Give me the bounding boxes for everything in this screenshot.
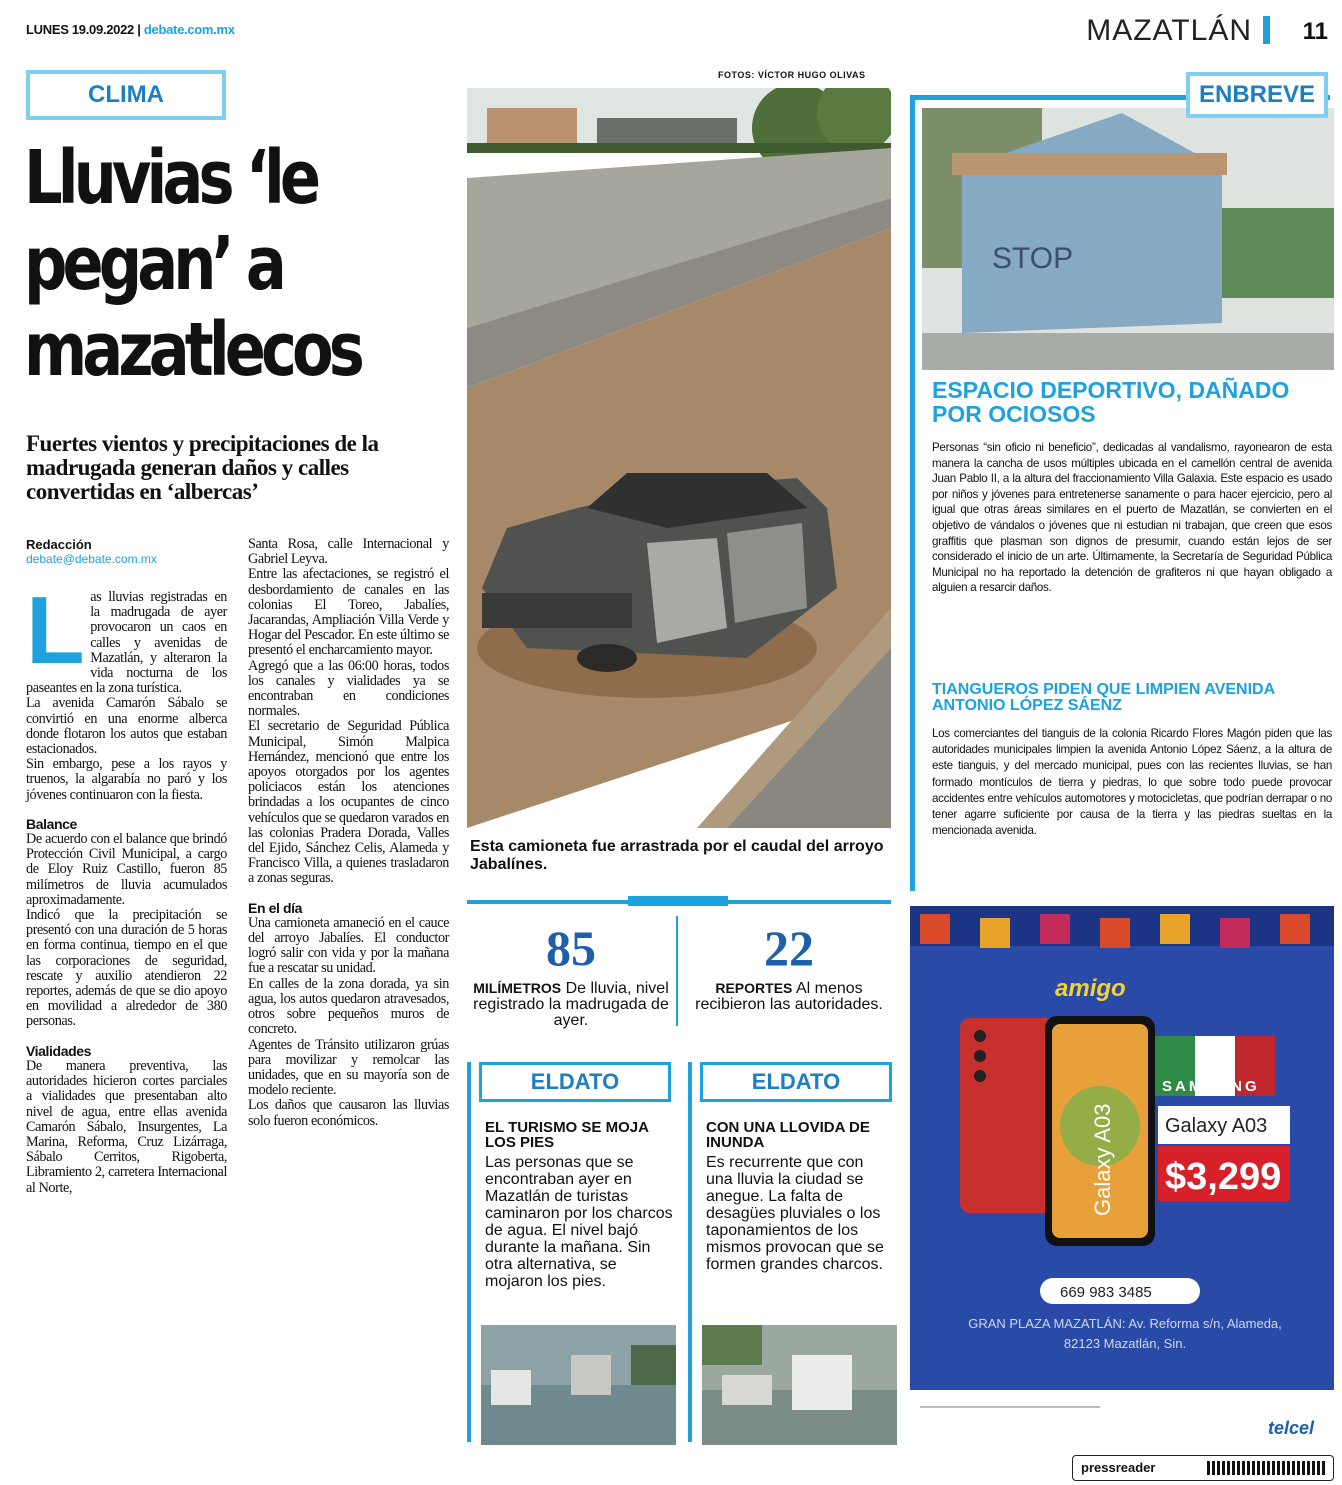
subheading-en-el-dia: En el día	[248, 899, 302, 916]
stat-label: REPORTES	[715, 980, 793, 996]
phone-screen-model: Galaxy A03	[1090, 1103, 1115, 1216]
section-bar	[1263, 16, 1270, 44]
amigo-logo: amigo	[1055, 975, 1126, 1002]
paragraph: Santa Rosa, calle Internacional y Gabriel Leyva.	[248, 536, 449, 568]
breve-body-2: Los comerciantes del tianguis de la colonia Ricardo Flores Magón piden que las autoridades municipales limpien la avenida Antonio López Sáenz, a la altura de este tianguis, y del mercado municipal, pues con las recientes lluvias, se han formado montículos de tierra y piedras, lo que sobre todo puede provocar accidentes entre vehículos automotores y motocicletas, que podrían derrapar o no tener agarre suficiente por causa de la tierra y las piedras sueltas en la mencionada avenida.	[932, 727, 1332, 838]
author-email[interactable]: debate@debate.com.mx	[26, 552, 157, 566]
pressreader-badge[interactable]	[1072, 1455, 1334, 1481]
kicker-label: CLIMA	[26, 70, 226, 120]
advertisement-samsung[interactable]	[910, 906, 1334, 1390]
dropcap: L	[26, 577, 85, 684]
section-title: MAZATLÁN	[1086, 14, 1252, 47]
paragraph: Sin embargo, pese a los rayos y truenos, la algarabía no paró y los jóvenes continuaron con la fiesta.	[26, 756, 227, 803]
site-link[interactable]: debate.com.mx	[143, 22, 235, 37]
paragraph: De manera preventiva, las autoridades hicieron cortes parciales a vialidades que presentaban alto nivel de agua, entre ellas avenida Camarón Sábalo, Insurgentes, La Marina, Reforma, Cruz Lizárraga, Sábalo Cerritos, Rigoberta, Libramiento 2, carretera Internacional al Norte,	[26, 1057, 227, 1196]
el-dato-body: Es recurrente que con una lluvia la ciudad se anegue. La falta de desagües pluviales o los taponamientos de los mismos provocan que se formen grandes charcos.	[706, 1154, 884, 1273]
stats-box	[467, 900, 891, 1050]
el-dato-tag: ELDATO	[479, 1062, 671, 1102]
graffiti-text: STOP	[992, 242, 1074, 275]
date-text: LUNES 19.09.2022 |	[26, 22, 141, 37]
stat-number: 85	[546, 920, 596, 976]
subheading-vialidades: Vialidades	[26, 1042, 92, 1059]
en-breve-tag: ENBREVE	[1186, 72, 1328, 118]
dato-photo-flooded-road	[702, 1325, 897, 1445]
el-dato-body: Las personas que se encontraban ayer en Mazatlán de turistas caminaron por los charcos de agua. El nivel bajó durante la mañana. Sin otra alternativa, se mojaron los pies.	[485, 1154, 673, 1290]
stat-divider	[676, 916, 678, 1026]
stat-desc: Al menos recibieron las autoridades.	[695, 980, 883, 1013]
stat-text	[471, 980, 671, 1029]
paragraph: Indicó que la precipitación se presentó con una duración de 5 horas en forma continua, tiempo en el que las corporaciones de seguridad, rescate y auxilio atendieron 22 reportes, además de que se dio apoyo en movilidad a alrededor de 380 personas.	[26, 907, 227, 1030]
subheading-balance: Balance	[26, 815, 77, 832]
model-name: Galaxy A03	[1165, 1115, 1268, 1137]
page-number: 11	[1302, 18, 1328, 45]
paragraph: En calles de la zona dorada, ya sin agua, los autos quedaron atravesados, otros sobre pequeños muros de concreto.	[248, 975, 449, 1038]
paragraph: Los daños que causaron las lluvias solo fueron económicos.	[248, 1097, 449, 1129]
barcode-graphic	[1207, 1461, 1327, 1475]
paragraph: Agregó que a las 06:00 horas, todos los canales y vialidades ya se encontraban en condiciones normales.	[248, 657, 449, 720]
store-address: GRAN PLAZA MAZATLÁN: Av. Reforma s/n, Alameda, 82123 Mazatlán, Sin.	[968, 1316, 1282, 1351]
breve-headline-2: TIANGUEROS PIDEN QUE LIMPIEN AVENIDA ANTONIO LÓPEZ SÁENZ	[932, 681, 1275, 714]
photo-caption: Esta camioneta fue arrastrada por el caudal del arroyo Jabalínes.	[470, 838, 884, 873]
breve-headline-1: ESPACIO DEPORTIVO, DAÑADO POR OCIOSOS	[932, 377, 1290, 427]
subhead: Fuertes vientos y precipitaciones de la madrugada generan daños y calles convertidas en ‘albercas’	[26, 431, 379, 504]
byline	[26, 537, 157, 567]
telcel-logo: telcel	[1267, 1418, 1314, 1438]
el-dato-tag: ELDATO	[700, 1062, 892, 1102]
breve-body-1: Personas “sin oficio ni beneficio”, dedicadas al vandalismo, rayonearon de esta manera la cancha de usos múltiples ubicada en el camellón central de avenida Juan Pablo II, a la altura del fraccionamiento Villa Galaxia. Este espacio es usado por niños y jóvenes para entretenerse sanamente o para hacer ejercicio, pero al igual que otras áreas similares en el puerto de Mazatlán, se convierten en el objetivo de vándalos o jóvenes que ni estudian ni trabajan, que creen que esos graffitis que plasman son dignos de presumir, cuando están lejos de ser considerado el inicio de un arte. Últimamente, la Secretaría de Seguridad Pública Municipal no ha reportado la detención de grafiteros ni que hayan obligado a alguien a resarcir daños.	[932, 441, 1332, 595]
article-column-2	[248, 537, 449, 1129]
author: Redacción	[26, 537, 92, 552]
main-photo-flooded-truck	[467, 88, 891, 828]
el-dato-box-2	[688, 1062, 893, 1442]
paragraph: as lluvias registradas en la madrugada de ayer provocaron un caos en calles y avenidas de Mazatlán, y alteraron la vida nocturna de los paseantes en la zona turística.	[26, 589, 227, 697]
el-dato-title: EL TURISMO SE MOJA LOS PIES	[485, 1119, 649, 1151]
ad-footer	[910, 1390, 1334, 1444]
fine-print-line	[920, 1406, 1100, 1408]
stat-desc: De lluvia, nivel registrado la madrugada de ayer.	[473, 980, 669, 1029]
el-dato-box-1	[467, 1062, 672, 1442]
paragraph: De acuerdo con el balance que brindó Protección Civil Municipal, a cargo de Eloy Ruiz Castillo, fueron 85 milímetros de lluvia acumulados aproximadamente.	[26, 831, 227, 908]
stat-label: MILÍMETROS	[473, 980, 562, 996]
stat-milimetros	[471, 922, 671, 1029]
stat-text	[689, 980, 889, 1013]
stat-number: 22	[764, 920, 814, 976]
contact-phone[interactable]: 669 983 3485	[1060, 1284, 1152, 1301]
samsung-brand: SAMSUNG	[1162, 1078, 1260, 1095]
stat-reportes	[689, 922, 889, 1013]
article-column-1	[26, 577, 227, 1196]
paragraph: Entre las afectaciones, se registró el desbordamiento de canales en las colonias El Toreo, Jabalíes, Jacarandas, Ampliación Villa Verde y Hogar del Pescador. En este último se presentó el encharcamiento mayor.	[248, 566, 449, 659]
photo-credit: FOTOS: VÍCTOR HUGO OLIVAS	[718, 70, 866, 80]
el-dato-title: CON UNA LLOVIDA DE INUNDA	[706, 1119, 870, 1151]
paragraph: El secretario de Seguridad Pública Municipal, Simón Malpica Hernández, mencionó que entre los apoyos otorgados por los agentes policiacos están los atenciones brindadas a los ocupantes de cinco vehículos que se quedaron varados en las colonias Pradera Dorada, Valles del Ejido, Sánchez Celis, Alameda y Francisco Villa, a quienes trasladaron a zonas seguras.	[248, 718, 449, 887]
header-date	[26, 22, 235, 37]
paragraph: Una camioneta amaneció en el cauce del arroyo Jabalíes. El conductor logró salir con vida y por la mañana fue a rescatar su unidad.	[248, 914, 449, 977]
breve-photo-vandalized-building	[922, 108, 1334, 370]
price: $3,299	[1165, 1156, 1282, 1198]
pressreader-logo: pressreader	[1081, 1460, 1156, 1475]
paragraph: La avenida Camarón Sábalo se convirtió en una enorme alberca donde flotaron los autos que estaban estacionados.	[26, 695, 227, 758]
headline: Lluvias ‘le pegan’ a mazatlecos	[24, 135, 360, 393]
dato-photo-flooded-street	[481, 1325, 676, 1445]
paragraph: Agentes de Tránsito utilizaron grúas para movilizar y remolcar las unidades, que en su mayoría son de modelo reciente.	[248, 1036, 449, 1099]
